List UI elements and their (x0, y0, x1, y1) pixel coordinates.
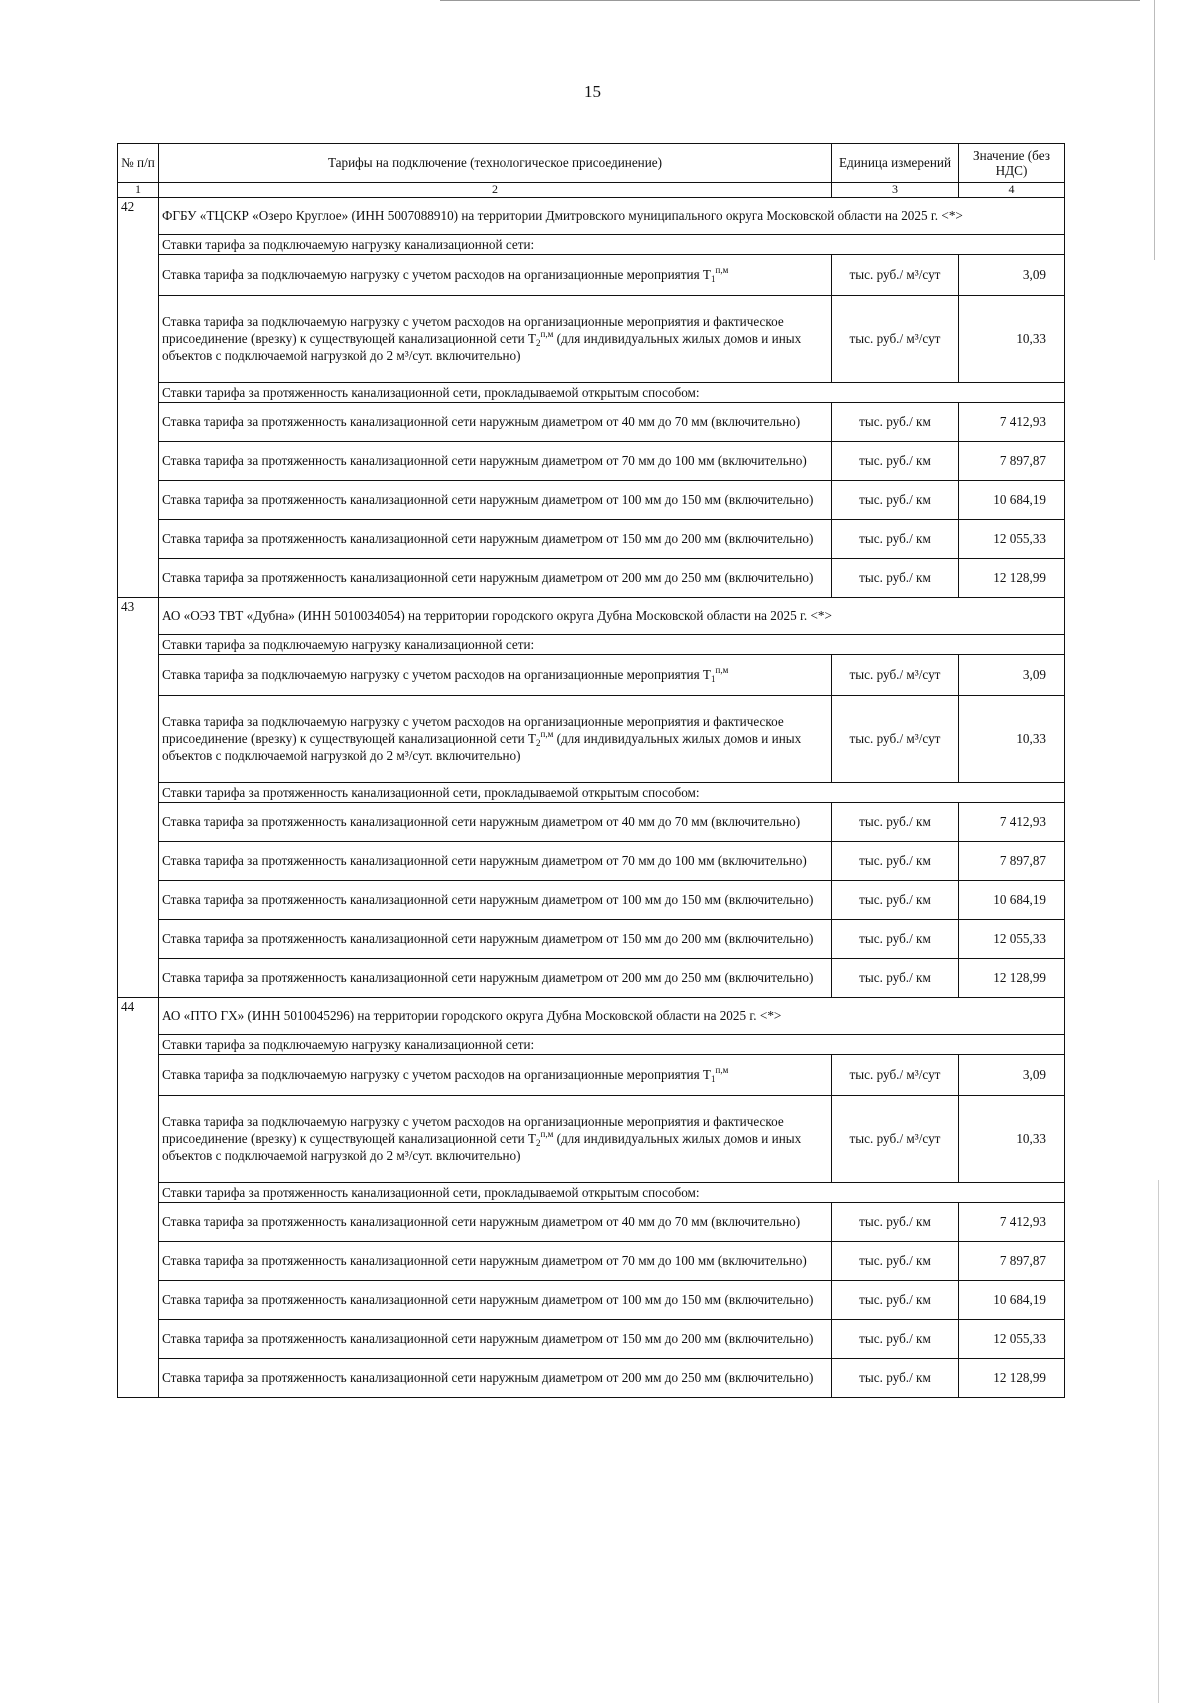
length-rate-description: Ставка тарифа за протяженность канализационной сети наружным диаметром от 200 мм до 250 мм (включительно) (159, 958, 832, 997)
length-rate-row (118, 1280, 1065, 1319)
length-rate-row (118, 841, 1065, 880)
tariff-description: Ставка тарифа за подключаемую нагрузку с учетом расходов на организационные мероприятия и фактическое присоединение (врезку) к существующей канализационной сети $T_2^{п,м}$ (для индивидуальных жилых домов и иных объектов с подключаемой нагрузкой до 2 м³/сут. включительно) (159, 1095, 832, 1182)
length-rate-description: Ставка тарифа за протяженность канализационной сети наружным диаметром от 100 мм до 150 мм (включительно) (159, 880, 832, 919)
org-title: АО «ОЭЗ ТВТ «Дубна» (ИНН 5010034054) на территории городского округа Дубна Московской области на 2025 г. <*> (159, 597, 1065, 634)
tariff-value: 3,09 (959, 254, 1065, 295)
subheader-row (118, 1034, 1065, 1054)
column-index-row (118, 183, 1065, 198)
tariff-unit: тыс. руб./ м³/сут (832, 254, 959, 295)
length-rate-unit: тыс. руб./ км (832, 480, 959, 519)
tariff-value: 10,33 (959, 695, 1065, 782)
tariff-description: Ставка тарифа за подключаемую нагрузку с учетом расходов на организационные мероприятия и фактическое присоединение (врезку) к существующей канализационной сети $T_2^{п,м}$ (для индивидуальных жилых домов и иных объектов с подключаемой нагрузкой до 2 м³/сут. включительно) (159, 695, 832, 782)
subheader-row (118, 382, 1065, 402)
tariff-unit: тыс. руб./ м³/сут (832, 654, 959, 695)
page-number: 15 (584, 82, 601, 101)
length-rate-value: 7 412,93 (959, 402, 1065, 441)
subheader-load: Ставки тарифа за подключаемую нагрузку канализационной сети: (159, 1034, 1065, 1054)
scan-edge-line (440, 0, 1140, 1)
column-index: 1 (118, 183, 159, 198)
tariff-unit: тыс. руб./ м³/сут (832, 295, 959, 382)
length-rate-row (118, 558, 1065, 597)
length-rate-description: Ставка тарифа за протяженность канализационной сети наружным диаметром от 40 мм до 70 мм (включительно) (159, 1202, 832, 1241)
org-row (118, 997, 1065, 1034)
column-index: 4 (959, 183, 1065, 198)
subheader-load: Ставки тарифа за подключаемую нагрузку канализационной сети: (159, 634, 1065, 654)
length-rate-unit: тыс. руб./ км (832, 558, 959, 597)
length-rate-row (118, 519, 1065, 558)
length-rate-row (118, 402, 1065, 441)
length-rate-value: 10 684,19 (959, 1280, 1065, 1319)
org-title: ФГБУ «ТЦСКР «Озеро Круглое» (ИНН 5007088910) на территории Дмитровского муниципального округа Московской области на 2025 г. <*> (159, 197, 1065, 234)
tariff-row (118, 1095, 1065, 1182)
length-rate-description: Ставка тарифа за протяженность канализационной сети наружным диаметром от 70 мм до 100 мм (включительно) (159, 441, 832, 480)
length-rate-value: 12 128,99 (959, 958, 1065, 997)
tariff-row (118, 695, 1065, 782)
tariff-value: 10,33 (959, 1095, 1065, 1182)
row-number: 43 (118, 597, 159, 997)
tariff-value: 3,09 (959, 1054, 1065, 1095)
length-rate-description: Ставка тарифа за протяженность канализационной сети наружным диаметром от 150 мм до 200 мм (включительно) (159, 1319, 832, 1358)
length-rate-description: Ставка тарифа за протяженность канализационной сети наружным диаметром от 40 мм до 70 мм (включительно) (159, 802, 832, 841)
row-number: 44 (118, 997, 159, 1397)
length-rate-value: 10 684,19 (959, 880, 1065, 919)
length-rate-unit: тыс. руб./ км (832, 919, 959, 958)
subheader-length: Ставки тарифа за протяженность канализационной сети, прокладываемой открытым способом: (159, 1182, 1065, 1202)
length-rate-description: Ставка тарифа за протяженность канализационной сети наружным диаметром от 40 мм до 70 мм (включительно) (159, 402, 832, 441)
header-tariff: Тарифы на подключение (технологическое присоединение) (159, 144, 832, 183)
length-rate-unit: тыс. руб./ км (832, 802, 959, 841)
row-number: 42 (118, 197, 159, 597)
length-rate-unit: тыс. руб./ км (832, 1358, 959, 1397)
length-rate-description: Ставка тарифа за протяженность канализационной сети наружным диаметром от 200 мм до 250 мм (включительно) (159, 558, 832, 597)
header-unit: Единица измерений (832, 144, 959, 183)
tariff-value: 10,33 (959, 295, 1065, 382)
scan-edge-line (1154, 0, 1155, 260)
length-rate-unit: тыс. руб./ км (832, 441, 959, 480)
length-rate-value: 12 128,99 (959, 1358, 1065, 1397)
length-rate-value: 12 055,33 (959, 919, 1065, 958)
length-rate-row (118, 802, 1065, 841)
length-rate-row (118, 480, 1065, 519)
column-index: 3 (832, 183, 959, 198)
subheader-row (118, 1182, 1065, 1202)
length-rate-unit: тыс. руб./ км (832, 1202, 959, 1241)
header-num: № п/п (118, 144, 159, 183)
length-rate-value: 7 412,93 (959, 802, 1065, 841)
org-row (118, 597, 1065, 634)
length-rate-value: 7 897,87 (959, 1241, 1065, 1280)
tariff-description: Ставка тарифа за подключаемую нагрузку с учетом расходов на организационные мероприятия и фактическое присоединение (врезку) к существующей канализационной сети $T_2^{п,м}$ (для индивидуальных жилых домов и иных объектов с подключаемой нагрузкой до 2 м³/сут. включительно) (159, 295, 832, 382)
length-rate-description: Ставка тарифа за протяженность канализационной сети наружным диаметром от 70 мм до 100 мм (включительно) (159, 1241, 832, 1280)
table-header-row (118, 144, 1065, 183)
scan-edge-line (1158, 1180, 1159, 1703)
org-row (118, 197, 1065, 234)
length-rate-row (118, 1319, 1065, 1358)
length-rate-row (118, 1241, 1065, 1280)
length-rate-description: Ставка тарифа за протяженность канализационной сети наружным диаметром от 70 мм до 100 мм (включительно) (159, 841, 832, 880)
subheader-length: Ставки тарифа за протяженность канализационной сети, прокладываемой открытым способом: (159, 782, 1065, 802)
header-value: Значение (без НДС) (959, 144, 1065, 183)
length-rate-unit: тыс. руб./ км (832, 958, 959, 997)
length-rate-unit: тыс. руб./ км (832, 1241, 959, 1280)
subheader-load: Ставки тарифа за подключаемую нагрузку канализационной сети: (159, 234, 1065, 254)
length-rate-row (118, 1202, 1065, 1241)
length-rate-unit: тыс. руб./ км (832, 880, 959, 919)
length-rate-unit: тыс. руб./ км (832, 402, 959, 441)
tariff-description: Ставка тарифа за подключаемую нагрузку с учетом расходов на организационные мероприятия $T_1^{п,м}$ (159, 1054, 832, 1095)
subheader-row (118, 634, 1065, 654)
tariff-value: 3,09 (959, 654, 1065, 695)
length-rate-row (118, 919, 1065, 958)
length-rate-value: 7 412,93 (959, 1202, 1065, 1241)
tariff-row (118, 254, 1065, 295)
column-index: 2 (159, 183, 832, 198)
length-rate-row (118, 880, 1065, 919)
org-title: АО «ПТО ГХ» (ИНН 5010045296) на территории городского округа Дубна Московской области на 2025 г. <*> (159, 997, 1065, 1034)
tariff-row (118, 654, 1065, 695)
length-rate-unit: тыс. руб./ км (832, 519, 959, 558)
length-rate-description: Ставка тарифа за протяженность канализационной сети наружным диаметром от 200 мм до 250 мм (включительно) (159, 1358, 832, 1397)
subheader-length: Ставки тарифа за протяженность канализационной сети, прокладываемой открытым способом: (159, 382, 1065, 402)
tariff-row (118, 295, 1065, 382)
length-rate-unit: тыс. руб./ км (832, 1280, 959, 1319)
tariff-unit: тыс. руб./ м³/сут (832, 1054, 959, 1095)
tariff-table (117, 143, 1065, 1398)
length-rate-value: 12 128,99 (959, 558, 1065, 597)
length-rate-value: 12 055,33 (959, 1319, 1065, 1358)
tariff-description: Ставка тарифа за подключаемую нагрузку с учетом расходов на организационные мероприятия $T_1^{п,м}$ (159, 654, 832, 695)
tariff-row (118, 1054, 1065, 1095)
tariff-description: Ставка тарифа за подключаемую нагрузку с учетом расходов на организационные мероприятия $T_1^{п,м}$ (159, 254, 832, 295)
length-rate-value: 12 055,33 (959, 519, 1065, 558)
subheader-row (118, 782, 1065, 802)
length-rate-unit: тыс. руб./ км (832, 841, 959, 880)
length-rate-description: Ставка тарифа за протяженность канализационной сети наружным диаметром от 150 мм до 200 мм (включительно) (159, 919, 832, 958)
length-rate-unit: тыс. руб./ км (832, 1319, 959, 1358)
length-rate-description: Ставка тарифа за протяженность канализационной сети наружным диаметром от 150 мм до 200 мм (включительно) (159, 519, 832, 558)
length-rate-value: 10 684,19 (959, 480, 1065, 519)
subheader-row (118, 234, 1065, 254)
length-rate-description: Ставка тарифа за протяженность канализационной сети наружным диаметром от 100 мм до 150 мм (включительно) (159, 1280, 832, 1319)
length-rate-value: 7 897,87 (959, 841, 1065, 880)
length-rate-row (118, 1358, 1065, 1397)
tariff-unit: тыс. руб./ м³/сут (832, 695, 959, 782)
length-rate-value: 7 897,87 (959, 441, 1065, 480)
length-rate-row (118, 441, 1065, 480)
length-rate-row (118, 958, 1065, 997)
length-rate-description: Ставка тарифа за протяженность канализационной сети наружным диаметром от 100 мм до 150 мм (включительно) (159, 480, 832, 519)
tariff-unit: тыс. руб./ м³/сут (832, 1095, 959, 1182)
